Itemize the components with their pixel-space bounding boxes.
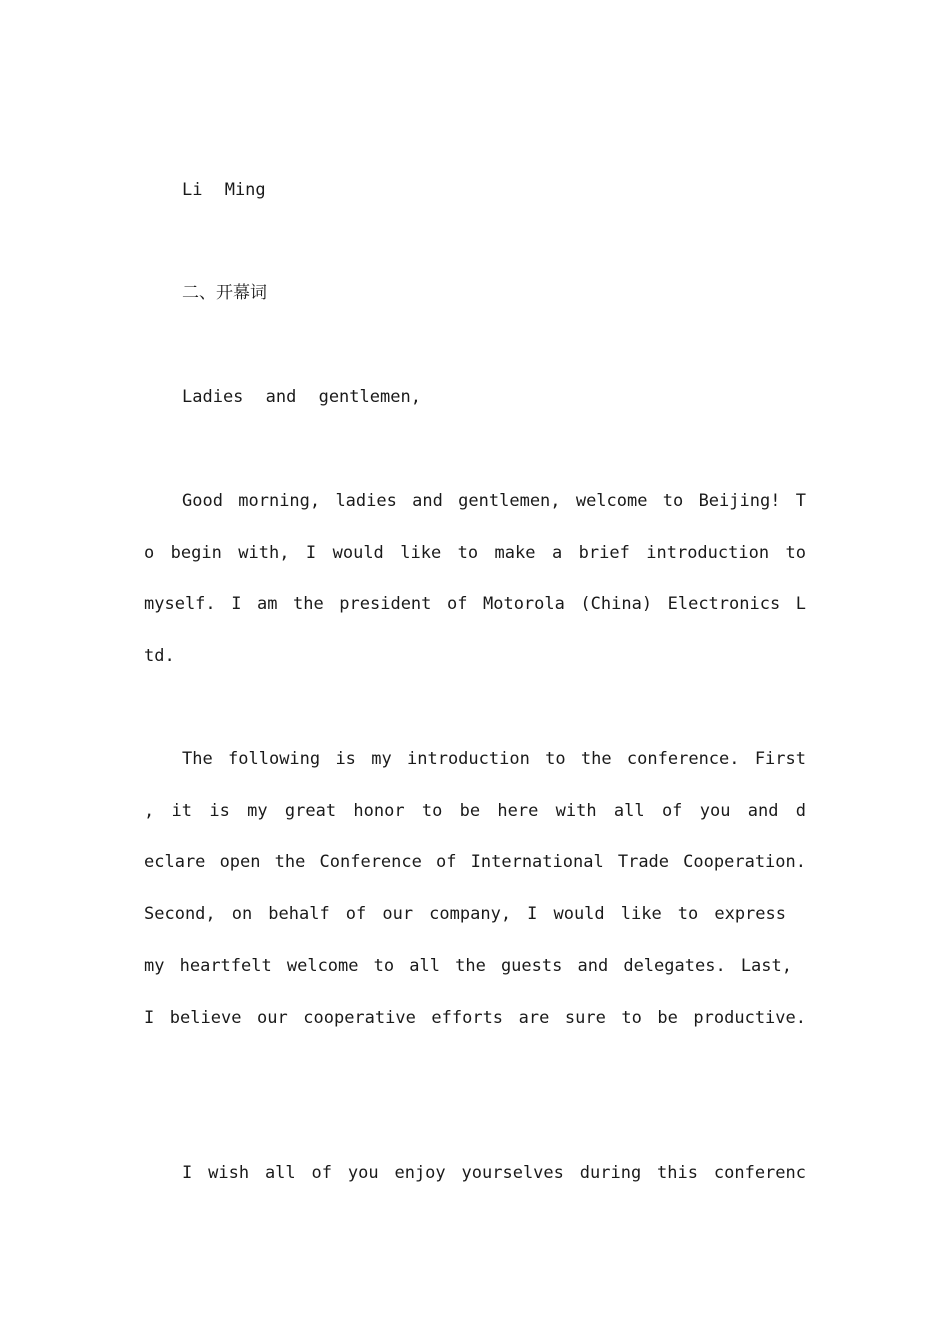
paragraph-1-line-1: Good morning, ladies and gentlemen, welcome to Beijing! T bbox=[182, 491, 806, 511]
signature-name: Li Ming bbox=[182, 180, 266, 200]
section-heading: 二、开幕词 bbox=[182, 283, 267, 303]
paragraph-2-line-1: The following is my introduction to the conference. First bbox=[182, 749, 806, 769]
paragraph-1-line-3: myself. I am the president of Motorola (China) Electronics L bbox=[144, 594, 806, 614]
paragraph-2-line-6: I believe our cooperative efforts are sure to be productive. bbox=[144, 1008, 806, 1028]
paragraph-2-line-3: eclare open the Conference of International Trade Cooperation. bbox=[144, 852, 806, 872]
paragraph-2-line-5: my heartfelt welcome to all the guests and delegates. Last, bbox=[144, 956, 792, 976]
paragraph-1-line-4: td. bbox=[144, 646, 175, 666]
paragraph-1-line-2: o begin with, I would like to make a brief introduction to bbox=[144, 543, 806, 563]
paragraph-2-line-4: Second, on behalf of our company, I would like to express bbox=[144, 904, 786, 924]
paragraph-2-line-2: , it is my great honor to be here with all of you and d bbox=[144, 801, 806, 821]
salutation: Ladies and gentlemen, bbox=[182, 387, 421, 407]
paragraph-3-line-1: I wish all of you enjoy yourselves during this conferenc bbox=[182, 1163, 806, 1183]
